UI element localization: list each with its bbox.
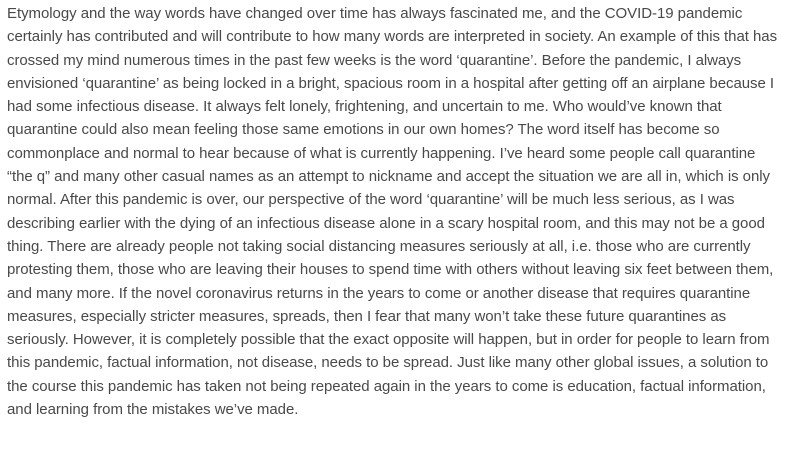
essay-paragraph: Etymology and the way words have changed over time has always fascinated me, and the COVID-19 pandemic certainly has contributed and will contribute to how many words are interpreted in society. An example of this that has crossed my mind numerous times in the past few weeks is the word ‘quarantine’. Before the pandemic, I always envisioned ‘quarantine’ as being locked in a bright, spacious room in a hospital after getting off an airplane because I had some infectious disease. It always felt lonely, frightening, and uncertain to me. Who would’ve known that quarantine could also mean feeling those same emotions in our own homes? The word itself has become so commonplace and normal to hear because of what is currently happening. I’ve heard some people call quarantine “the q” and many other casual names as an attempt to nickname and accept the situation we are all in, which is only normal. After this pandemic is over, our perspective of the word ‘quarantine’ will be much less serious, as I was describing earlier with the dying of an infectious disease alone in a scary hospital room, and this may not be a good thing. There are already people not taking social distancing measures seriously at all, i.e. those who are currently protesting them, those who are leaving their houses to spend time with others without leaving six feet between them, and many more. If the novel coronavirus returns in the years to come or another disease that requires quarantine measures, especially stricter measures, spreads, then I fear that many won’t take these future quarantines as seriously. However, it is completely possible that the exact opposite will happen, but in order for people to learn from this pandemic, factual information, not disease, needs to be spread. Just like many other global issues, a solution to the course this pandemic has taken not being repeated again in the years to come is education, factual information, and learning from the mistakes we’ve made. [7, 5, 778, 419]
